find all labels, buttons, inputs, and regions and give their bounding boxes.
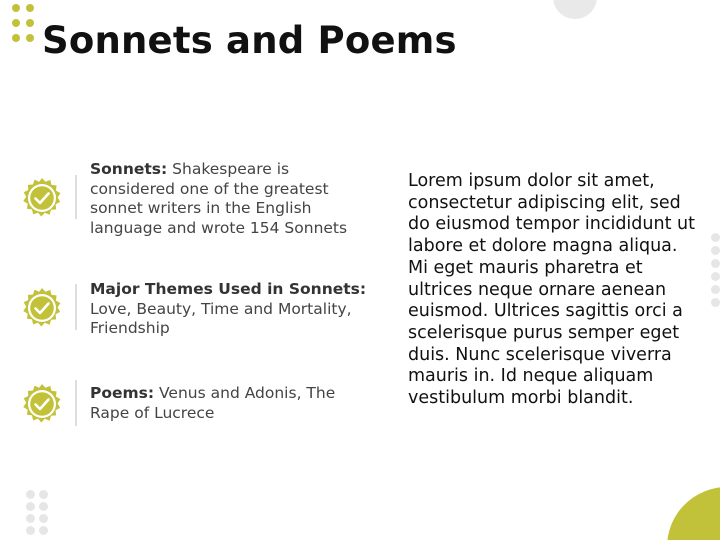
- item-label: Sonnets:: [90, 160, 168, 178]
- decorative-dots-top-left: [12, 4, 34, 42]
- dot: [39, 526, 48, 535]
- dot: [711, 285, 720, 294]
- dot: [26, 526, 35, 535]
- check-badge-icon: [22, 178, 62, 218]
- dot: [26, 502, 35, 511]
- dot: [39, 490, 48, 499]
- slide-title: Sonnets and Poems: [42, 19, 457, 62]
- dot: [12, 19, 20, 27]
- dot: [39, 514, 48, 523]
- dot: [711, 233, 720, 242]
- dot: [26, 19, 34, 27]
- check-badge-icon: [22, 288, 62, 328]
- decorative-dots-right: [711, 233, 720, 307]
- body-text: Lorem ipsum dolor sit amet, consectetur adipiscing elit, sed do eiusmod tempor incididunt ut labore et dolore magna aliqua. Mi eget mauris pharetra et ultrices neque ornare aenean euismod. Ultrices sagittis orci a scelerisque purus semper eget duis. Nunc scelerisque viverra mauris in. Id neque aliquam vestibulum morbi blandit.: [408, 171, 695, 409]
- dot: [12, 4, 20, 12]
- decorative-circle-top: [553, 0, 597, 19]
- decorative-circle-bottom-right: [667, 487, 720, 540]
- dot: [39, 502, 48, 511]
- item-body: Venus and Adonis, The Rape of Lucrece: [90, 384, 336, 422]
- dot: [711, 259, 720, 268]
- divider-line: [75, 380, 77, 426]
- dot: [711, 272, 720, 281]
- dot: [26, 34, 34, 42]
- dot: [26, 514, 35, 523]
- item-body: Shakespeare is considered one of the greatest sonnet writers in the English language and wrote 154 Sonnets: [90, 160, 348, 237]
- divider-line: [75, 284, 77, 330]
- dot: [26, 4, 34, 12]
- item-body: Love, Beauty, Time and Mortality, Friendship: [90, 299, 352, 337]
- item-label: Poems:: [90, 384, 155, 402]
- dot: [711, 246, 720, 255]
- item-text: [90, 280, 375, 339]
- item-text: [90, 384, 375, 423]
- item-label: Major Themes Used in Sonnets:: [90, 280, 367, 298]
- divider-line: [75, 175, 77, 219]
- dot: [12, 34, 20, 42]
- dot: [26, 490, 35, 499]
- decorative-dots-bottom-left: [26, 490, 48, 535]
- dot: [711, 298, 720, 307]
- item-text: [90, 160, 375, 238]
- check-badge-icon: [22, 384, 62, 424]
